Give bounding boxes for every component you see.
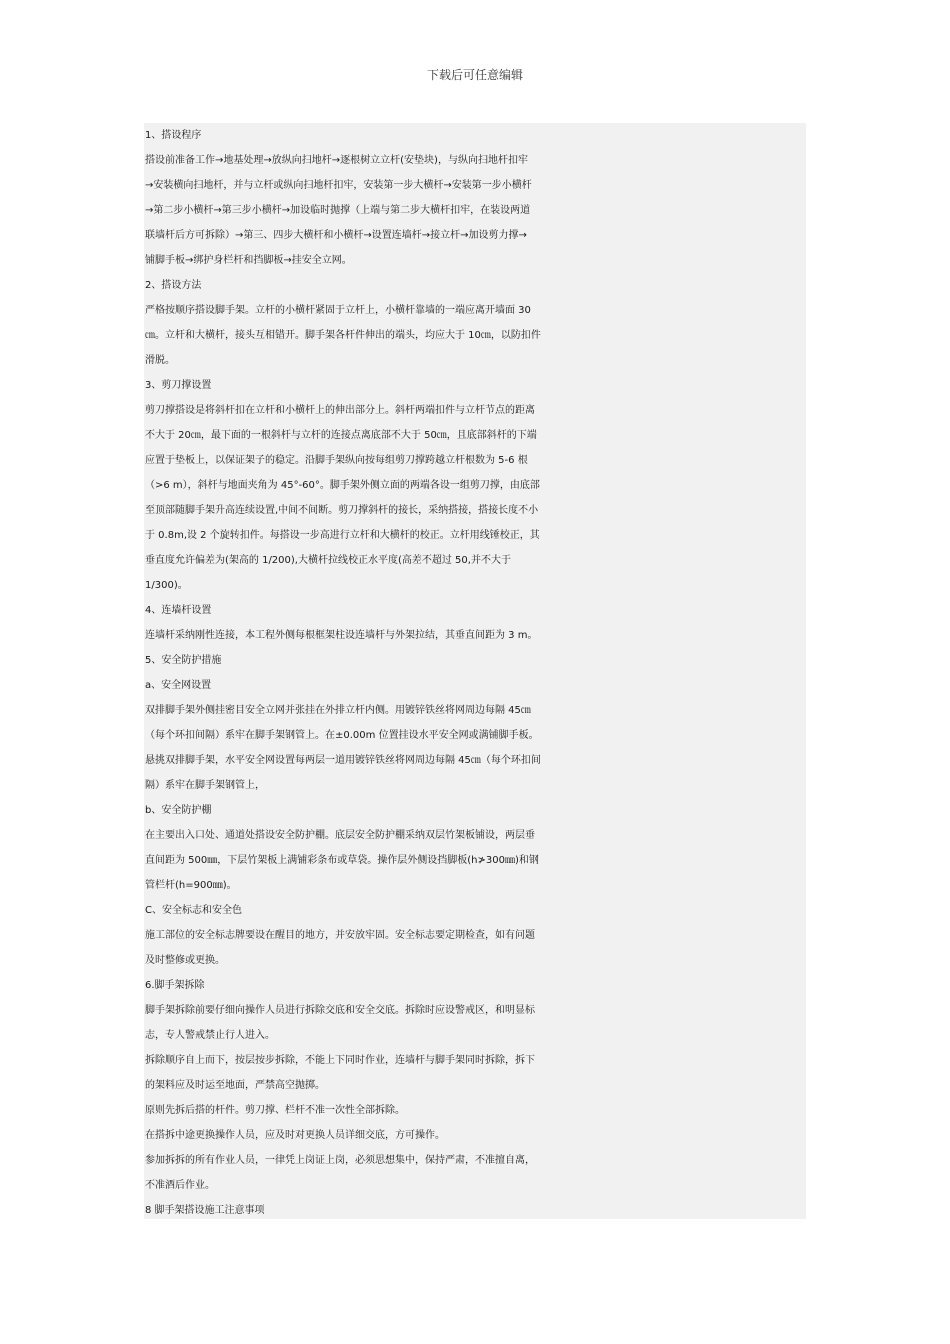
text-line: 3、剪刀撑设置 [145,380,212,391]
page-header: 下载后可任意编辑 [426,68,523,82]
text-line: 剪刀撑搭设是将斜杆扣在立杆和小横杆上的伸出部分上。斜杆两端扣件与立杆节点的距离 [145,405,535,416]
text-line: 1、搭设程序 [145,130,202,141]
text-line: 双排脚手架外侧挂密目安全立网并张挂在外排立杆内侧。用镀锌铁丝将网周边每隔 45㎝ [145,705,531,716]
text-line: →安装横向扫地杆，并与立杆或纵向扫地杆扣牢，安装第一步大横杆→安装第一步小横杆 [145,180,532,191]
text-line: 不大于 20㎝，最下面的一根斜杆与立杆的连接点离底部不大于 50㎝，且底部斜杆的下端 [145,430,537,441]
text-line: 在主要出入口处、通道处搭设安全防护棚。底层安全防护棚采纳双层竹架板铺设，两层垂 [145,830,535,841]
text-line: 4、连墙杆设置 [145,605,212,616]
text-line: 6.脚手架拆除 [145,980,205,991]
text-line: 的架料应及时运至地面，严禁高空抛掷。 [145,1080,325,1091]
text-line: ㎝。立杆和大横杆，接头互相错开。脚手架各杆件伸出的端头，均应大于 10㎝，以防扣件 [145,330,541,341]
text-line: 连墙杆采纳刚性连接，本工程外侧每根框架柱设连墙杆与外架拉结，其垂直间距为 3 m。 [145,630,538,641]
text-line: 垂直度允许偏差为(架高的 1/200),大横杆拉线校正水平度(高差不超过 50,并不大于 [145,555,511,566]
text-line: 8 脚手架搭设施工注意事项 [145,1205,265,1216]
text-line: （每个环扣间隔）系牢在脚手架钢管上。在±0.00m 位置挂设水平安全网或满铺脚手板。 [145,730,539,741]
text-line: 搭设前准备工作→地基处理→放纵向扫地杆→逐根树立立杆(安垫块)，与纵向扫地杆扣牢 [145,155,528,166]
text-line: 1/300)。 [145,580,188,591]
text-line: 联墙杆后方可拆除）→第三、四步大横杆和小横杆→设置连墙杆→接立杆→加设剪力撑→ [145,230,527,241]
text-line: 悬挑双排脚手架，水平安全网设置每两层一道用镀锌铁丝将网周边每隔 45㎝（每个环扣间 [145,755,541,766]
text-line: 铺脚手板→绑护身栏杆和挡脚板→挂安全立网。 [145,255,352,266]
text-line: 应置于垫板上，以保证架子的稳定。沿脚手架纵向按每组剪刀撑跨越立杆根数为 5-6 根 [145,455,528,466]
text-line: 志，专人警戒禁止行人进入。 [145,1030,275,1041]
text-line: （>6 m），斜杆与地面夹角为 45°-60°。脚手架外侧立面的两端各设一组剪刀撑，由底部 [145,480,540,491]
text-line: 管栏杆(h=900㎜)。 [145,880,237,891]
text-line: 在搭拆中途更换操作人员，应及时对更换人员详细交底，方可操作。 [145,1130,445,1141]
text-line: 施工部位的安全标志牌要设在醒目的地方，并安放牢固。安全标志要定期检查，如有问题 [145,930,535,941]
text-line: b、安全防护棚 [145,805,212,816]
text-line: 5、安全防护措施 [145,655,222,666]
text-line: 于 0.8m,设 2 个旋转扣件。每搭设一步高进行立杆和大横杆的校正。立杆用线锤校正，其 [145,530,540,541]
text-line: 不准酒后作业。 [145,1180,215,1191]
text-line: 及时整修或更换。 [145,955,225,966]
text-line: 滑脱。 [145,355,175,366]
text-line: 直间距为 500㎜，下层竹架板上满铺彩条布或草袋。操作层外侧设挡脚板(h≯300㎜)和钢 [145,855,539,866]
text-line: 隔）系牢在脚手架钢管上， [145,780,265,791]
text-line: 2、搭设方法 [145,280,202,291]
text-line: a、安全网设置 [145,680,212,691]
text-line: 拆除顺序自上而下，按层按步拆除，不能上下同时作业，连墙杆与脚手架同时拆除，拆下 [145,1055,535,1066]
document-body [144,123,806,1219]
text-line: 严格按顺序搭设脚手架。立杆的小横杆紧固于立杆上，小横杆靠墙的一端应离开墙面 30 [145,305,531,316]
text-line: C、安全标志和安全色 [145,905,242,916]
text-line: 至顶部随脚手架升高连续设置,中间不间断。剪刀撑斜杆的接长，采纳搭接，搭接长度不小 [145,505,539,516]
text-line: 脚手架拆除前要仔细向操作人员进行拆除交底和安全交底。拆除时应设警戒区，和明显标 [145,1005,535,1016]
text-line: 参加拆拆的所有作业人员，一律凭上岗证上岗，必须思想集中，保持严肃，不准擅自离， [145,1155,535,1166]
text-line: 原则先拆后搭的杆件。剪刀撑、栏杆不准一次性全部拆除。 [145,1105,405,1116]
text-line: →第二步小横杆→第三步小横杆→加设临时抛撑（上端与第二步大横杆扣牢，在装设两道 [145,205,531,216]
